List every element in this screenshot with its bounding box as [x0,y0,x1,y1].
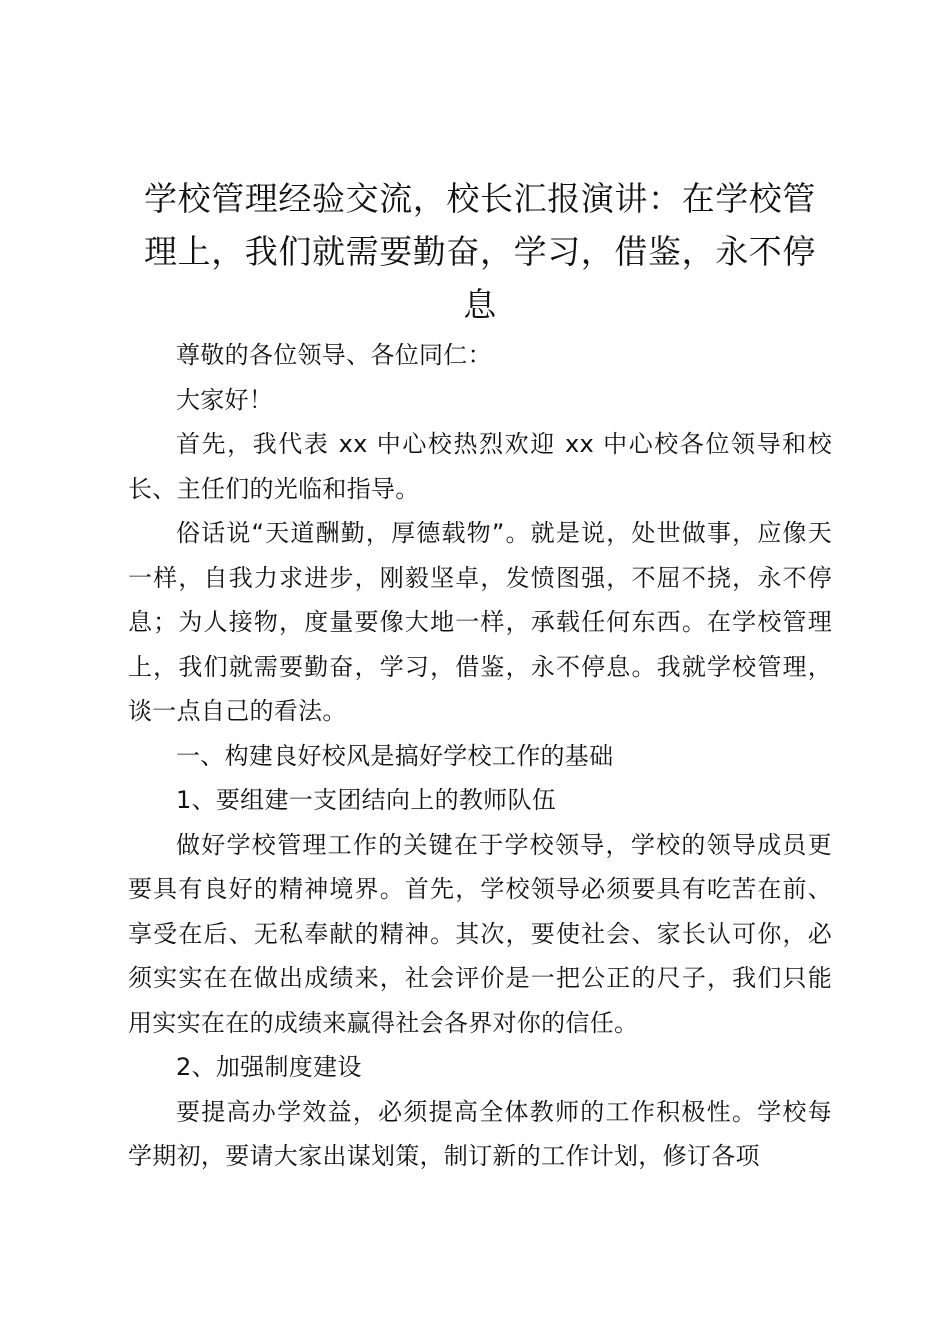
subheading-1: 1、要组建一支团结向上的教师队伍 [176,786,557,814]
document-page [128,172,832,1179]
section-heading-1: 一、构建良好校风是搞好学校工作的基础 [176,741,614,770]
paragraph-leadership: 做好学校管理工作的关键在于学校领导，学校的领导成员更要具有良好的精神境界。首先，学校领导必须要具有吃苦在前、享受在后、无私奉献的精神。其次，要使社会、家长认可你，必须实实在在做出成绩来，社会评价是一把公正的尺子，我们只能用实实在在的成绩来赢得社会各界对你的信任。 [128,830,832,1037]
paragraph-proverb: 俗话说“天道酬勤，厚德载物”。就是说，处世做事，应像天一样，自我力求进步，刚毅坚卓，发愤图强，不屈不挠，永不停息；为人接物，度量要像大地一样，承载任何东西。在学校管理上，我们就需要勤奋，学习，借鉴，永不停息。我就学校管理，谈一点自己的看法。 [128,519,832,725]
document-title: 学校管理经验交流，校长汇报演讲：在学校管理上，我们就需要勤奋，学习，借鉴，永不停息 [144,179,816,324]
paragraph-system: 要提高办学效益，必须提高全体教师的工作积极性。学校每学期初，要请大家出谋划策，制订新的工作计划，修订各项 [128,1097,832,1170]
greeting: 大家好！ [176,385,274,414]
paragraph-welcome: 首先，我代表 xx 中心校热烈欢迎 xx 中心校各位领导和校长、主任们的光临和指导。 [128,430,832,503]
subheading-2: 2、加强制度建设 [176,1053,362,1081]
salutation: 尊敬的各位领导、各位同仁： [176,341,492,369]
